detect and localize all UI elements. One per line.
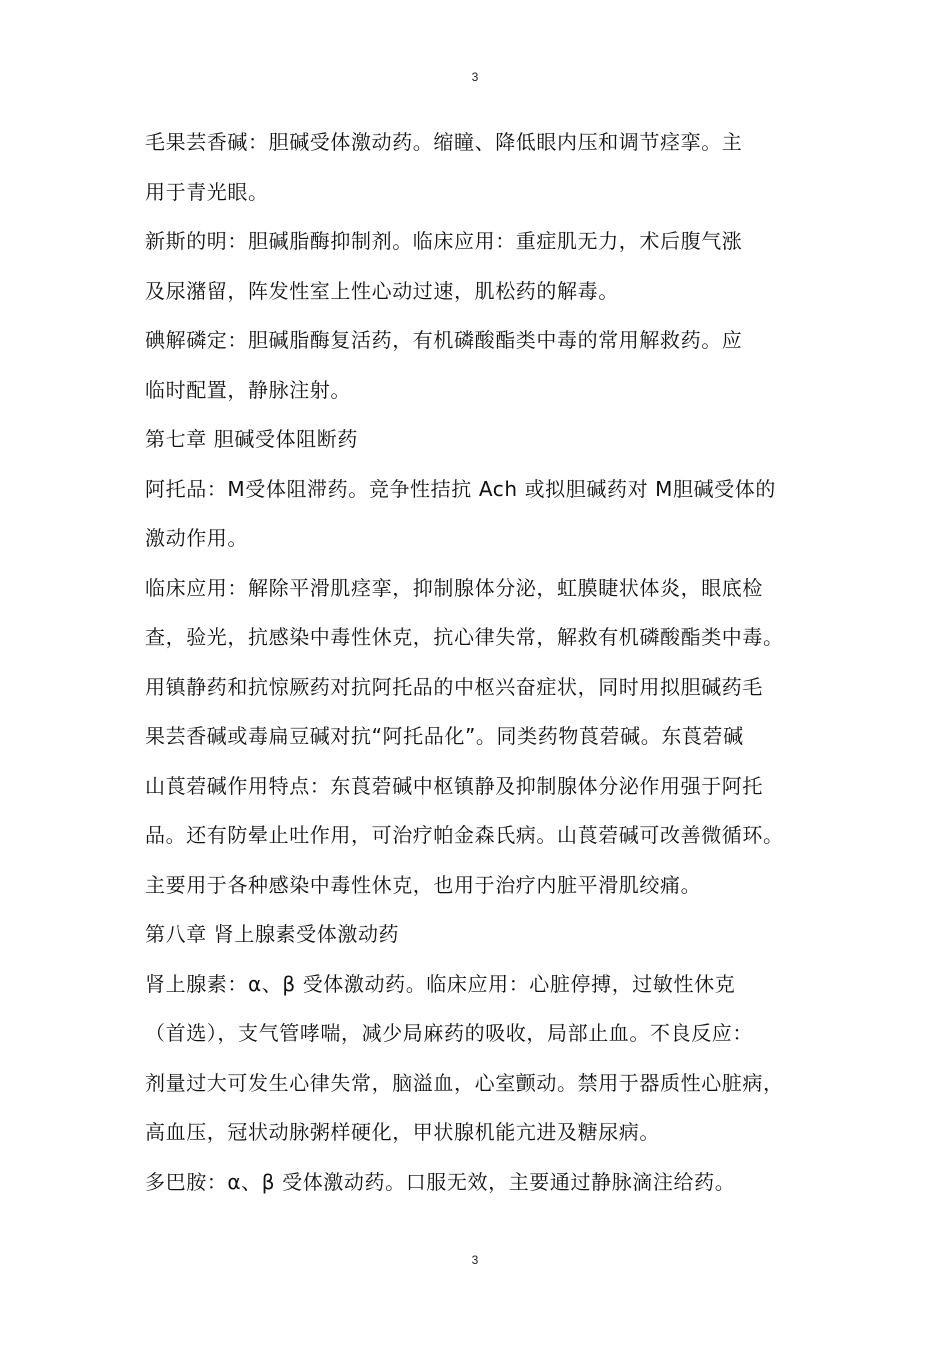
text-line: 主要用于各种感染中毒性休克，也用于治疗内脏平滑肌绞痛。 bbox=[145, 872, 702, 897]
text-line: 查，验光，抗感染中毒性休克，抗心律失常，解救有机磷酸酯类中毒。 bbox=[145, 625, 784, 649]
text-line: （首选），支气管哮喘，减少局麻药的吸收，局部止血。不良反应： bbox=[145, 1021, 753, 1045]
text-line: 新斯的明：胆碱脂酶抑制剂。临床应用：重症肌无力，术后腹气涨 bbox=[145, 229, 743, 253]
chapter-heading: 第七章 胆碱受体阻断药 bbox=[145, 427, 358, 451]
text-line: 剂量过大可发生心律失常，脑溢血，心室颤动。禁用于器质性心脏病， bbox=[145, 1070, 784, 1095]
page-number-bottom: 3 bbox=[471, 1253, 479, 1267]
page-number-top: 3 bbox=[471, 70, 479, 84]
text-line: 临床应用：解除平滑肌痉挛，抑制腺体分泌，虹膜睫状体炎，眼底检 bbox=[145, 575, 763, 600]
text-line: 多巴胺：α、β 受体激动药。口服无效，主要通过静脉滴注给药。 bbox=[145, 1169, 736, 1194]
chapter-heading: 第八章 肾上腺素受体激动药 bbox=[145, 922, 400, 946]
text-line: 高血压，冠状动脉粥样硬化，甲状腺机能亢进及糖尿病。 bbox=[145, 1120, 660, 1144]
text-line: 肾上腺素：α、β 受体激动药。临床应用：心脏停搏，过敏性休克 bbox=[145, 971, 736, 996]
text-line: 碘解磷定：胆碱脂酶复活药，有机磷酸酯类中毒的常用解救药。应 bbox=[145, 328, 743, 352]
text-line: 果芸香碱或毒扁豆碱对抗“阿托品化”。同类药物莨菪碱。东莨菪碱 bbox=[145, 724, 744, 748]
text-line: 激动作用。 bbox=[145, 526, 248, 550]
text-line: 阿托品：M受体阻滞药。竞争性拮抗 Ach 或拟胆碱药对 M胆碱受体的 bbox=[145, 476, 776, 501]
document-body bbox=[145, 122, 845, 1211]
text-line: 毛果芸香碱：胆碱受体激动药。缩瞳、降低眼内压和调节痉挛。主 bbox=[145, 130, 743, 154]
text-line: 用于青光眼。 bbox=[145, 179, 269, 204]
text-line: 用镇静药和抗惊厥药对抗阿托品的中枢兴奋症状，同时用拟胆碱药毛 bbox=[145, 674, 763, 699]
text-line: 品。还有防晕止吐作用，可治疗帕金森氏病。山莨菪碱可改善微循环。 bbox=[145, 823, 784, 847]
text-line: 山莨菪碱作用特点：东莨菪碱中枢镇静及抑制腺体分泌作用强于阿托 bbox=[145, 773, 763, 798]
text-line: 临时配置，静脉注射。 bbox=[145, 377, 351, 402]
text-line: 及尿潴留，阵发性室上性心动过速，肌松药的解毒。 bbox=[145, 278, 619, 303]
